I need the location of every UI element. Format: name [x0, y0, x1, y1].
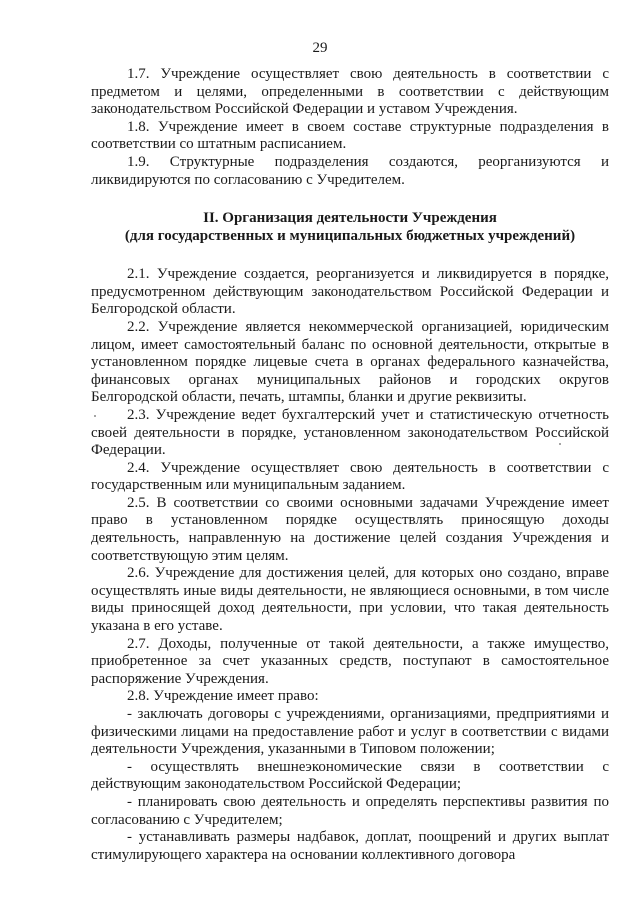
section-heading	[91, 209, 609, 245]
scan-speck	[559, 443, 561, 445]
document-body	[91, 66, 609, 864]
paragraph-1-9: 1.9. Структурные подразделения создаются, реорганизуются и ликвидируются по согласованию с Учредителем.	[91, 153, 609, 188]
section-title: II. Организация деятельности Учреждения	[203, 210, 497, 227]
paragraph-2-3: 2.3. Учреждение ведет бухгалтерский учет и статистическую отчетность своей деятельности в порядке, установленном законодательством Российской Федерации.	[91, 406, 609, 459]
page-number: 29	[312, 40, 328, 56]
paragraph-2-2: 2.2. Учреждение является некоммерческой организацией, юридическим лицом, имеет самостоятельный баланс по основной деятельности, открытые в установленном порядке лицевые счета в органах федерального казначейства, финансовых органах муниципальных районов и городских округов Белгородской области, печать, штампы, бланки и другие реквизиты.	[91, 318, 609, 406]
paragraph-2-1: 2.1. Учреждение создается, реорганизуется и ликвидируется в порядке, предусмотренном действующим законодательством Российской Федерации и Белгородской области.	[91, 266, 609, 318]
list-item-bonuses: - устанавливать размеры надбавок, доплат, поощрений и других выплат стимулирующего характера на основании коллективного договора	[91, 829, 609, 863]
paragraph-2-7: 2.7. Доходы, полученные от такой деятельности, а также имущество, приобретенное за счет указанных средств, поступают в самостоятельное распоряжение Учреждения.	[91, 635, 609, 687]
paragraph-2-4: 2.4. Учреждение осуществляет свою деятельность в соответствии с государственным или муниципальным заданием.	[91, 459, 609, 494]
section-subtitle: (для государственных и муниципальных бюджетных учреждений)	[124, 228, 576, 245]
paragraph-2-5: 2.5. В соответствии со своими основными задачами Учреждение имеет право в установленном порядке осуществлять приносящую доходы деятельность, направленную на достижение целей создания Учреждения и соответствующую этим целям.	[91, 494, 609, 564]
paragraph-2-6: 2.6. Учреждение для достижения целей, для которых оно создано, вправе осуществлять иные виды деятельности, не являющиеся основными, в том числе виды приносящей доход деятельности, при условии, что такая деятельность указана в его уставе.	[91, 565, 609, 635]
list-item-planning: - планировать свою деятельность и определять перспективы развития по согласованию с Учредителем;	[91, 793, 609, 828]
paragraph-1-7: 1.7. Учреждение осуществляет свою деятельность в соответствии с предметом и целями, определенными в соответствии с действующим законодательством Российской Федерации и уставом Учреждения.	[91, 66, 609, 118]
paragraph-2-8: 2.8. Учреждение имеет право:	[127, 688, 319, 705]
list-item-foreign-relations: - осуществлять внешнеэкономические связи в соответствии с действующим законодательством Российской Федерации;	[91, 758, 609, 793]
scan-speck	[94, 415, 96, 417]
paragraph-1-8: 1.8. Учреждение имеет в своем составе структурные подразделения в соответствии со штатным расписанием.	[91, 118, 609, 153]
list-item-contracts: - заключать договоры с учреждениями, организациями, предприятиями и физическими лицами на предоставление работ и услуг в соответствии с видами деятельности Учреждения, указанными в Типовом положении;	[91, 706, 609, 758]
